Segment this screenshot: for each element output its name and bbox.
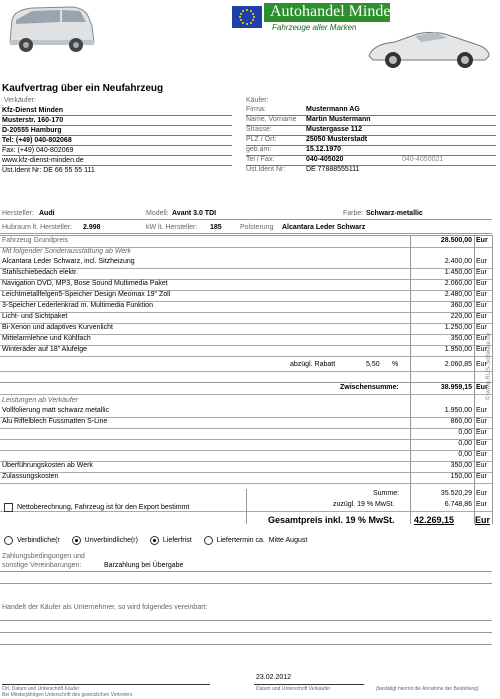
buyer-label-tel: Tel / Fax: — [246, 156, 275, 163]
option-value: 1.250,00 — [444, 324, 472, 331]
seller-block — [2, 97, 232, 175]
buyer-street: Mustergasse 112 — [306, 126, 363, 133]
buyer-signature-label: Ort, Datum und Unterschrift Käufer — [2, 686, 80, 692]
vat-currency: Eur — [476, 501, 487, 508]
buyer-tel: 040-405020 — [306, 156, 344, 163]
option-label: Mittelarmlehne und Kühlfach — [2, 335, 91, 342]
base-price-row — [0, 235, 492, 248]
option-currency: Eur — [476, 302, 487, 309]
option-label: Leichtmetallfelgen5-Speicher Design Meomax 19" Zoll — [2, 291, 171, 298]
payment-label-2: sonstige Vereinbarungen: — [2, 562, 82, 569]
option-currency: Eur — [476, 269, 487, 276]
options-title: Mit folgender Sonderausstattung ab Werk — [2, 248, 132, 255]
liefertermin-value: Mitte August — [268, 537, 308, 545]
total-value: 42.269,15 — [414, 515, 455, 525]
dealer-item-currency: Eur — [476, 462, 487, 469]
buyer-label-birth: geb.am: — [246, 146, 272, 153]
payment-label-1: Zahlungsbedingungen und — [2, 553, 85, 560]
option-row — [0, 345, 492, 357]
signature-date: 23.02.2012 — [256, 674, 292, 681]
price-table — [0, 235, 500, 525]
base-price-value: 28.500,00 — [440, 237, 472, 244]
upholstery-value: Alcantara Leder Schwarz — [282, 224, 366, 231]
option-value: 350,00 — [450, 335, 472, 342]
buyer-block — [246, 97, 496, 175]
dealer-item-currency: Eur — [476, 451, 487, 458]
discount-value: 2.060,85 — [444, 361, 472, 368]
option-currency: Eur — [476, 258, 487, 265]
option-label: Stahlschiebedach elektr. — [2, 269, 78, 276]
seller-city: D-20555 Hamburg — [2, 126, 232, 136]
total-currency: Eur — [475, 515, 491, 525]
option-value: 1.950,00 — [444, 346, 472, 353]
dealer-item-label: Alu Riffelblech Fussmatten S-Line — [2, 418, 108, 425]
dealer-item-row — [0, 472, 492, 484]
dealer-title: Leistungen ab Verkäufer — [2, 397, 79, 404]
buyer-label-city: PLZ / Ort: — [246, 136, 277, 143]
dealer-item-value: 0,00 — [458, 440, 472, 447]
dealer-item-label: Vollfolierung matt schwarz metallic — [2, 407, 109, 414]
buyer-name: Martin Mustermann — [306, 116, 371, 123]
vat-label: zuzügl. 19 % MwSt. — [333, 501, 395, 508]
brand-slogan: Fahrzeuge aller Marken — [272, 23, 357, 32]
liefertermin-label: Liefertermin ca. — [216, 537, 265, 545]
subtotal-label: Zwischensumme: — [340, 384, 399, 391]
option-currency: Eur — [476, 346, 487, 353]
lieferfrist-radio[interactable] — [150, 537, 159, 544]
base-price-label: Fahrzeug Grundpreis — [2, 237, 69, 244]
brand-name: Autohandel Minden — [270, 3, 399, 20]
discount-percent: 5,50 — [366, 361, 380, 368]
buyer-label-name: Name, Vorname — [246, 116, 297, 123]
dealer-item-value: 0,00 — [458, 429, 472, 436]
seller-signature-label: Datum und Unterschrift Verkäufer — [256, 686, 331, 692]
acceptance-note: (bestätigt hiermit die Annahme der Bestellung) — [376, 686, 479, 692]
option-value: 2.480,00 — [444, 291, 472, 298]
maker-value: Audi — [39, 210, 55, 217]
buyer-label-street: Strasse: — [246, 126, 272, 133]
seller-vat: Ust.Ident Nr: DE 66 55 55 111 — [2, 167, 95, 174]
upholstery-label: Polsterung — [240, 224, 274, 231]
unverbindlich-label: Unverbindliche(r) — [84, 537, 138, 545]
dealer-item-label: Zulassungskosten — [2, 473, 59, 480]
page-title: Kaufvertrag über ein Neufahrzeug — [2, 83, 164, 94]
discount-row — [0, 360, 492, 372]
buyer-city: 25050 Musterstadt — [306, 136, 368, 143]
option-label: Bi-Xenon und adaptives Kurvenlicht — [2, 324, 113, 331]
dealer-item-currency: Eur — [476, 473, 487, 480]
kw-label: kW lt. Hersteller: — [146, 224, 198, 231]
color-value: Schwarz-metallic — [366, 210, 423, 217]
delivery-options — [4, 536, 484, 545]
option-value: 360,00 — [450, 302, 472, 309]
option-currency: Eur — [476, 324, 487, 331]
dealer-item-currency: Eur — [476, 407, 487, 414]
displacement-value: 2.998 — [83, 224, 101, 231]
buyer-label-company: Firma: — [246, 106, 266, 113]
discount-percent-sign: % — [392, 361, 399, 368]
payment-value: Barzahlung bei Übergabe — [104, 562, 184, 569]
option-currency: Eur — [476, 280, 487, 287]
seller-street: Musterstr. 160-170 — [2, 116, 232, 126]
discount-label: abzügl. Rabatt — [290, 361, 336, 368]
total-label: Gesamtpreis inkl. 19 % MwSt. — [268, 515, 395, 525]
header — [0, 0, 500, 70]
seller-tel: Tel: (+49) 040-802068 — [2, 136, 232, 146]
dealer-item-currency: Eur — [476, 418, 487, 425]
lieferfrist-label: Lieferfrist — [162, 537, 192, 545]
dealer-item-value: 860,00 — [450, 418, 472, 425]
model-value: Avant 3.0 TDI — [172, 210, 217, 217]
option-value: 2.060,00 — [444, 280, 472, 287]
seller-heading: Verkäufer: — [4, 97, 36, 104]
subtotal-row — [0, 382, 492, 395]
model-label: Modell: — [146, 210, 169, 217]
dealer-item-label: Überführungskosten ab Werk — [2, 462, 93, 469]
option-label: 3-Speicher Lederlenkrad m. Multimedia Funktion — [2, 302, 153, 309]
seller-web: www.kfz-dienst-minden.de — [2, 156, 232, 166]
option-currency: Eur — [476, 291, 487, 298]
sum-currency: Eur — [476, 490, 487, 497]
dealer-item-value: 0,00 — [458, 451, 472, 458]
maker-label: Hersteller: — [2, 210, 34, 217]
buyer-vat: DE 77888555111 — [306, 166, 360, 173]
liefertermin-radio[interactable] — [204, 537, 213, 544]
seller-name: Kfz-Dienst Minden — [2, 106, 232, 116]
buyer-label-vat: Ust.Ident Nr: — [246, 166, 286, 173]
subtotal-currency: Eur — [476, 384, 488, 391]
minor-signature-label: Bei Minderjährigen Unterschrift des gesetzlichen Vertreters — [2, 692, 133, 698]
unverbindlich-radio[interactable] — [72, 537, 81, 544]
discount-currency: Eur — [476, 361, 487, 368]
option-currency: Eur — [476, 313, 487, 320]
buyer-heading: Käufer: — [246, 97, 269, 104]
option-label: Alcantara Leder Schwarz, incl. Sitzheizung — [2, 258, 135, 265]
sum-value: 35.520,29 — [440, 490, 472, 497]
van-image — [2, 2, 97, 58]
dealer-item-value: 350,00 — [450, 462, 472, 469]
option-value: 220,00 — [450, 313, 472, 320]
vehicle-info — [0, 210, 500, 236]
eu-flag-icon — [232, 6, 262, 28]
option-label: Licht- und Sichtpaket — [2, 313, 68, 320]
dealer-item-currency: Eur — [476, 429, 487, 436]
vat-value: 6.748,86 — [444, 501, 472, 508]
seller-fax: Fax: (+49) 040-802069 — [2, 146, 232, 156]
option-label: Navigation DVD, MP3, Bose Sound Multimedia Paket — [2, 280, 168, 287]
convertible-car-image — [365, 22, 493, 70]
verbindlich-label: Verbindliche(r — [16, 537, 60, 545]
option-value: 1.450,00 — [444, 269, 472, 276]
dealer-item-currency: Eur — [476, 440, 487, 447]
business-note: Handelt der Käufer als Unternehmer, so wird folgendes vereinbart: — [2, 604, 208, 611]
verbindlich-radio[interactable] — [4, 537, 13, 544]
buyer-birth: 15.12.1970 — [306, 146, 342, 153]
buyer-fax: 040-4050021 — [402, 156, 444, 163]
option-currency: Eur — [476, 335, 487, 342]
net-export-checkbox[interactable] — [4, 503, 13, 512]
dealer-item-value: 1.950,00 — [444, 407, 472, 414]
option-label: Winteräder auf 18" Alufelge — [2, 346, 87, 353]
option-value: 2.400,00 — [444, 258, 472, 265]
subtotal-value: 38.959,15 — [440, 384, 472, 391]
displacement-label: Hubraum lt. Hersteller: — [2, 224, 73, 231]
buyer-company: Mustermann AG — [306, 106, 360, 113]
side-watermark: © www.RUS-Software.de — [486, 332, 492, 400]
kw-value: 185 — [210, 224, 222, 231]
base-price-currency: Eur — [476, 237, 488, 244]
sum-label: Summe: — [373, 490, 400, 497]
dealer-item-value: 150,00 — [450, 473, 472, 480]
net-export-label: Nettoberechnung, Fahrzeug ist für den Export bestimmt — [17, 504, 190, 511]
color-label: Farbe: — [343, 210, 364, 217]
